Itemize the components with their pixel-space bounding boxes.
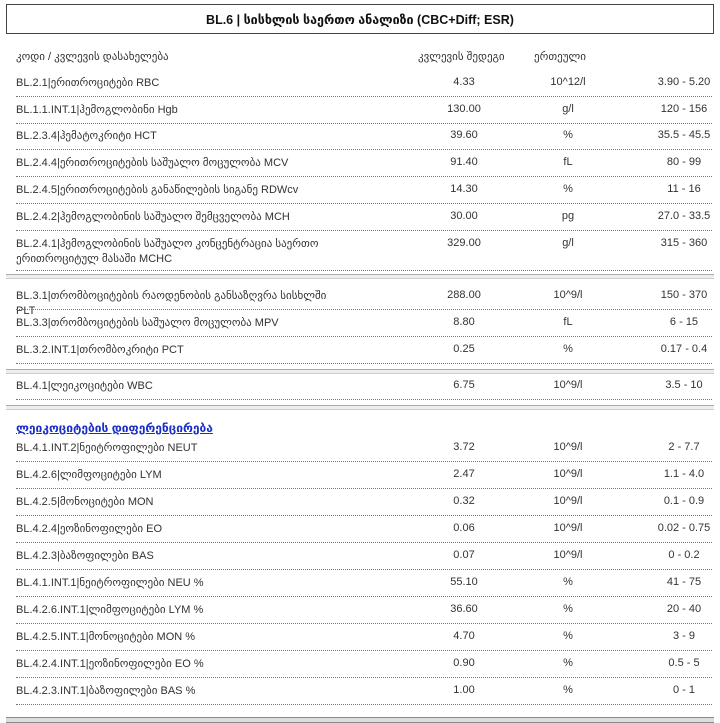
test-reference-range: 27.0 - 33.5: [657, 210, 711, 222]
test-result: 1.00: [453, 684, 475, 696]
row-divider: [16, 650, 712, 651]
test-unit: %: [563, 630, 573, 642]
test-result: 288.00: [447, 289, 481, 301]
test-result: 4.70: [453, 630, 475, 642]
test-reference-range: 11 - 16: [667, 183, 701, 195]
test-unit: fL: [563, 316, 573, 328]
report-title: BL.6 | სისხლის საერთო ანალიზი (CBC+Diff; ESR): [6, 4, 714, 34]
row-divider: [16, 336, 712, 337]
test-reference-range: 0.5 - 5: [668, 657, 700, 669]
row-divider: [16, 270, 712, 271]
test-unit: %: [563, 684, 573, 696]
test-result: 130.00: [447, 103, 481, 115]
test-name: BL.2.4.4|ერითროციტების საშუალო მოცულობა MCV: [16, 157, 289, 169]
test-unit: g/l: [562, 237, 574, 249]
bottom-border: [6, 717, 714, 723]
test-unit: 10^12/l: [550, 76, 586, 88]
section-title: ლეიკოციტების დიფერენცირება: [16, 421, 213, 435]
test-unit: 10^9/l: [553, 549, 583, 561]
test-reference-range: 80 - 99: [666, 156, 702, 168]
test-result: 55.10: [450, 576, 478, 588]
test-unit: 10^9/l: [553, 441, 583, 453]
row-divider: [16, 488, 712, 489]
test-result: 8.80: [453, 316, 475, 328]
test-reference-range: 0.02 - 0.75: [657, 522, 711, 534]
row-divider: [16, 363, 712, 364]
test-name: BL.4.1.INT.2|ნეიტროფილები NEUT: [16, 442, 198, 454]
test-result: 91.40: [450, 156, 478, 168]
test-reference-range: 20 - 40: [666, 603, 702, 615]
row-divider: [16, 542, 712, 543]
group-separator: [6, 274, 714, 279]
test-reference-range: 0.17 - 0.4: [660, 343, 708, 355]
test-name: BL.1.1.INT.1|ჰემოგლობინი Hgb: [16, 104, 178, 116]
test-unit: 10^9/l: [553, 495, 583, 507]
test-result: 0.32: [453, 495, 475, 507]
test-unit: %: [563, 343, 573, 355]
test-reference-range: 3.5 - 10: [665, 379, 703, 391]
row-divider: [16, 230, 712, 231]
test-name: BL.4.2.6.INT.1|ლიმფოციტები LYM %: [16, 604, 204, 616]
test-unit: %: [563, 657, 573, 669]
test-reference-range: 6 - 15: [669, 316, 699, 328]
test-name: BL.4.1.INT.1|ნეიტროფილები NEU %: [16, 577, 204, 589]
test-result: 4.33: [453, 76, 475, 88]
test-unit: %: [563, 129, 573, 141]
test-name: BL.2.3.4|ჰემატოკრიტი HCT: [16, 130, 157, 142]
test-unit: pg: [561, 210, 575, 222]
test-reference-range: 150 - 370: [660, 289, 708, 301]
group-separator: [6, 405, 714, 410]
row-divider: [16, 677, 712, 678]
group-separator: [6, 369, 714, 374]
test-unit: g/l: [562, 103, 574, 115]
row-divider: [16, 123, 712, 124]
test-name: BL.4.2.4.INT.1|ეოზინოფილები EO %: [16, 658, 204, 670]
row-divider: [16, 399, 712, 400]
test-result: 0.90: [453, 657, 475, 669]
test-name: BL.3.2.INT.1|თრომბოკრიტი PCT: [16, 344, 184, 356]
test-name: BL.4.2.5.INT.1|მონოციტები MON %: [16, 631, 196, 643]
test-unit: %: [563, 603, 573, 615]
test-name: BL.4.2.4|ეოზინოფილები EO: [16, 523, 163, 535]
header-result: კვლევის შედეგი: [418, 51, 505, 63]
test-unit: fL: [563, 156, 573, 168]
test-result: 30.00: [450, 210, 478, 222]
test-name: BL.3.3|თრომბოციტების საშუალო მოცულობა MPV: [16, 317, 279, 329]
test-name: BL.2.4.1|ჰემოგლობინის საშუალო კონცენტრაცია საერთო ერითროციტულ მასაში MCHC: [16, 238, 319, 265]
test-name: BL.2.4.2|ჰემოგლობინის საშუალო შემცველობა MCH: [16, 211, 290, 223]
test-name: BL.2.4.5|ერითროციტების განაწილების სიგანე RDWcv: [16, 184, 299, 196]
row-divider: [16, 596, 712, 597]
row-divider: [16, 149, 712, 150]
test-reference-range: 3 - 9: [672, 630, 695, 642]
row-divider: [16, 515, 712, 516]
test-unit: %: [563, 576, 573, 588]
header-unit: ერთეული: [534, 51, 586, 63]
test-result: 3.72: [453, 441, 475, 453]
test-unit: 10^9/l: [553, 522, 583, 534]
test-name: BL.4.2.6|ლიმფოციტები LYM: [16, 469, 162, 481]
test-result: 36.60: [450, 603, 478, 615]
test-unit: 10^9/l: [553, 468, 583, 480]
test-name: BL.2.1|ერითროციტები RBC: [16, 77, 160, 89]
test-unit: 10^9/l: [553, 379, 583, 391]
test-result: 0.07: [453, 549, 475, 561]
row-divider: [16, 704, 712, 705]
row-divider: [16, 623, 712, 624]
row-divider: [16, 176, 712, 177]
test-name: BL.4.2.3|ბაზოფილები BAS: [16, 550, 154, 562]
test-result: 14.30: [450, 183, 478, 195]
test-reference-range: 120 - 156: [660, 103, 708, 115]
test-reference-range: 3.90 - 5.20: [657, 76, 711, 88]
test-reference-range: 0 - 1: [672, 684, 695, 696]
test-reference-range: 315 - 360: [660, 237, 708, 249]
test-reference-range: 2 - 7.7: [668, 441, 700, 453]
row-divider: [16, 309, 712, 310]
test-reference-range: 35.5 - 45.5: [657, 129, 711, 141]
test-name: BL.3.1|თრომბოციტების რაოდენობის განსაზღვრა სისხლში PLT: [16, 290, 327, 317]
row-divider: [16, 96, 712, 97]
lab-report: [6, 4, 714, 722]
test-reference-range: 0 - 0.2: [668, 549, 700, 561]
test-result: 329.00: [447, 237, 481, 249]
test-unit: %: [563, 183, 573, 195]
row-divider: [16, 461, 712, 462]
test-reference-range: 1.1 - 4.0: [663, 468, 705, 480]
test-result: 2.47: [453, 468, 475, 480]
test-name: BL.4.2.5|მონოციტები MON: [16, 496, 154, 508]
row-divider: [16, 203, 712, 204]
test-result: 0.25: [453, 343, 475, 355]
header-name: კოდი / კვლევის დასახელება: [16, 51, 169, 63]
test-result: 0.06: [453, 522, 475, 534]
test-unit: 10^9/l: [553, 289, 583, 301]
test-result: 6.75: [453, 379, 475, 391]
test-result: 39.60: [450, 129, 478, 141]
test-name: BL.4.2.3.INT.1|ბაზოფილები BAS %: [16, 685, 196, 697]
test-reference-range: 41 - 75: [666, 576, 702, 588]
test-reference-range: 0.1 - 0.9: [663, 495, 705, 507]
row-divider: [16, 569, 712, 570]
test-name: BL.4.1|ლეიკოციტები WBC: [16, 380, 153, 392]
